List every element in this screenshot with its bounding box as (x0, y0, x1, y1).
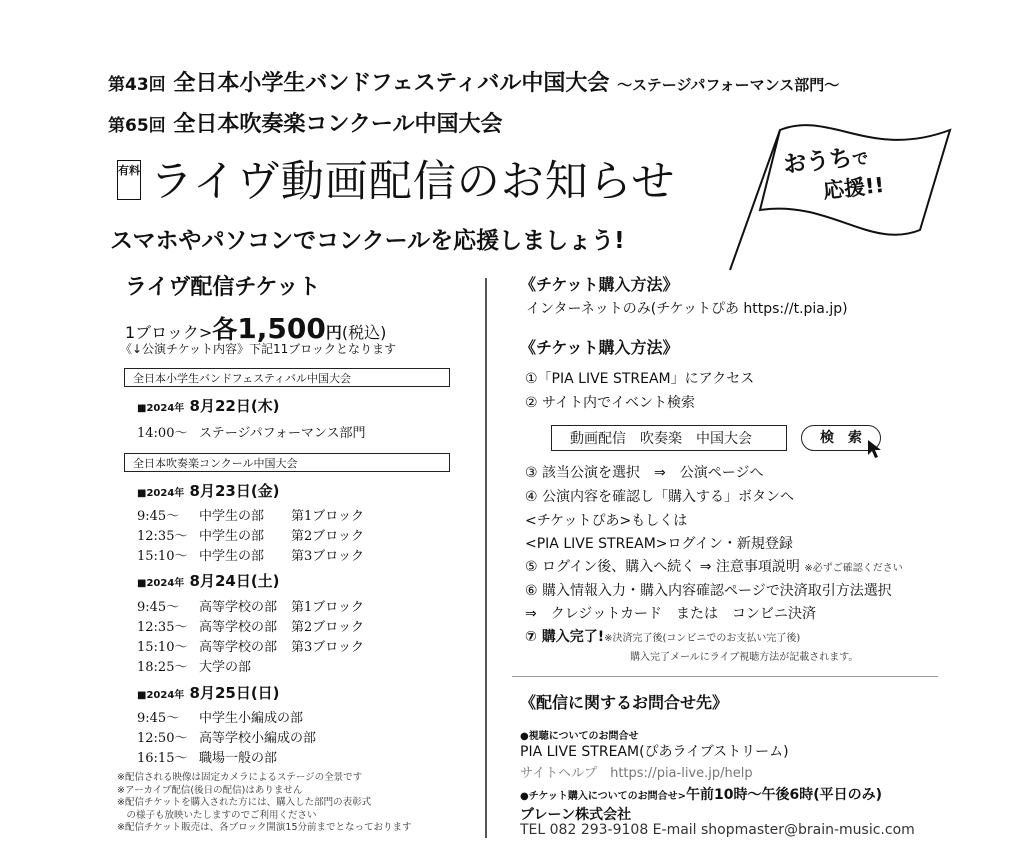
step-4-login: <PIA LIVE STREAM>ログイン・新規登録 (525, 536, 793, 552)
band-festival-title: 全日本小学生バンドフェスティバル中国大会 (173, 71, 610, 96)
schedule-row: 9:45〜 高等学校の部 第1ブロック (137, 600, 365, 615)
stage-performance-subtitle: 〜ステージパフォーマンス部門〜 (617, 76, 840, 94)
contact-divider (512, 676, 938, 677)
mouse-cursor-icon (866, 438, 886, 460)
step-7: ⑦ 購入完了!※決済完了後(コンビニでのお支払い完了後) (525, 629, 801, 645)
schedule-row: 9:45〜 中学生小編成の部 (137, 711, 304, 726)
schedule-row: 15:10〜 高等学校の部 第3ブロック (137, 640, 365, 655)
search-button[interactable]: 検 索 (801, 425, 881, 451)
ticket-inquiry: ●チケット購入についてのお問合せ>午前10時〜午後6時(平日のみ) (520, 787, 883, 803)
step-6: ⑥ 購入情報入力・購入内容確認ページで決済取引方法選択 (525, 583, 892, 599)
viewing-help-link[interactable]: サイトヘルプ https://pia-live.jp/help (520, 766, 753, 781)
schedule-row: 18:25〜 大学の部 (137, 660, 252, 675)
step-7-note: 購入完了メールにライブ視聴方法が記載されます。 (630, 652, 859, 663)
purchase-heading-1: 《チケット購入方法》 (520, 275, 679, 294)
flag-text-ouen: 応援!! (822, 172, 886, 204)
schedule-row: 15:10〜 中学生の部 第3ブロック (137, 549, 365, 564)
contact-heading: 《配信に関するお問合せ先》 (520, 693, 729, 712)
schedule-row: 12:35〜 中学生の部 第2ブロック (137, 529, 365, 544)
column-divider (485, 278, 487, 838)
step-1: ①「PIA LIVE STREAM」にアクセス (525, 371, 755, 387)
date-0823: ■2024年 8月23日(金) (137, 482, 280, 500)
schedule-row: 16:15〜 職場一般の部 (137, 751, 278, 766)
step-2: ② サイト内でイベント検索 (525, 395, 696, 411)
date-0824: ■2024年 8月24日(土) (137, 572, 280, 590)
step-4-ticketpia: <チケットぴあ>もしくは (525, 513, 688, 529)
event-title-2 (108, 107, 502, 138)
purchase-heading-2: 《チケット購入方法》 (520, 338, 679, 357)
step-3: ③ 該当公演を選択 ⇒ 公演ページへ (525, 465, 764, 481)
company-name: ブレーン株式会社 (520, 807, 632, 823)
date-0825: ■2024年 8月25日(日) (137, 684, 280, 702)
schedule-row: 12:35〜 高等学校の部 第2ブロック (137, 620, 365, 635)
paid-badge: 有料 (117, 160, 141, 200)
company-contact: TEL 082 293-9108 E-mail shopmaster@brain-music.com (520, 822, 915, 838)
schedule-row: 12:50〜 高等学校小編成の部 (137, 731, 317, 746)
step-5: ⑤ ログイン後、購入へ続く ⇒ 注意事項説明 ※必ずご確認ください (525, 559, 903, 575)
main-title: ライヴ動画配信のお知らせ (150, 157, 676, 207)
viewing-inquiry-name: PIA LIVE STREAM(ぴあライブストリーム) (520, 744, 789, 760)
flag-text-ouchi: おうちで (782, 145, 870, 179)
search-input[interactable]: 動画配信 吹奏楽 中国大会 (551, 425, 787, 451)
step-4: ④ 公演内容を確認し「購入する」ボタンへ (525, 489, 794, 505)
ticket-price: 1ブロック>各1,500円(税込) (125, 312, 387, 345)
viewing-inquiry-label: ●視聴についてのお問合せ (520, 731, 639, 742)
streaming-notes: ※配信される映像は固定カメラによるステージの全景です ※アーカイブ配信(後日の配信)はありません ※配信チケットを購入された方には、購入した部門の表彰式 の様子も放映いたしますのでご利用ください ※配信チケット販売は、各ブロック開演15分前までとなっております (117, 772, 412, 833)
section-box-concours: 全日本吹奏楽コンクール中国大会 (124, 453, 450, 472)
purchase-method: インターネットのみ(チケットぴあ https://t.pia.jp) (526, 301, 848, 317)
concours-title: 全日本吹奏楽コンクール中国大会 (173, 112, 503, 137)
schedule-row: 9:45〜 中学生の部 第1ブロック (137, 509, 365, 524)
section-box-band-festival: 全日本小学生バンドフェスティバル中国大会 (124, 368, 450, 387)
step-6-payment: ⇒ クレジットカード または コンビニ決済 (525, 606, 816, 622)
contents-note: 《↓公演チケット内容》下記11ブロックとなります (120, 342, 397, 356)
tagline: スマホやパソコンでコンクールを応援しましょう! (110, 228, 625, 254)
edition-43: 第43回 (108, 75, 166, 95)
edition-65: 第65回 (108, 116, 166, 136)
date-0822: ■2024年 8月22日(木) (137, 397, 280, 415)
ticket-title: ライヴ配信チケット (125, 275, 321, 300)
schedule-row: 14:00〜 ステージパフォーマンス部門 (137, 426, 366, 441)
